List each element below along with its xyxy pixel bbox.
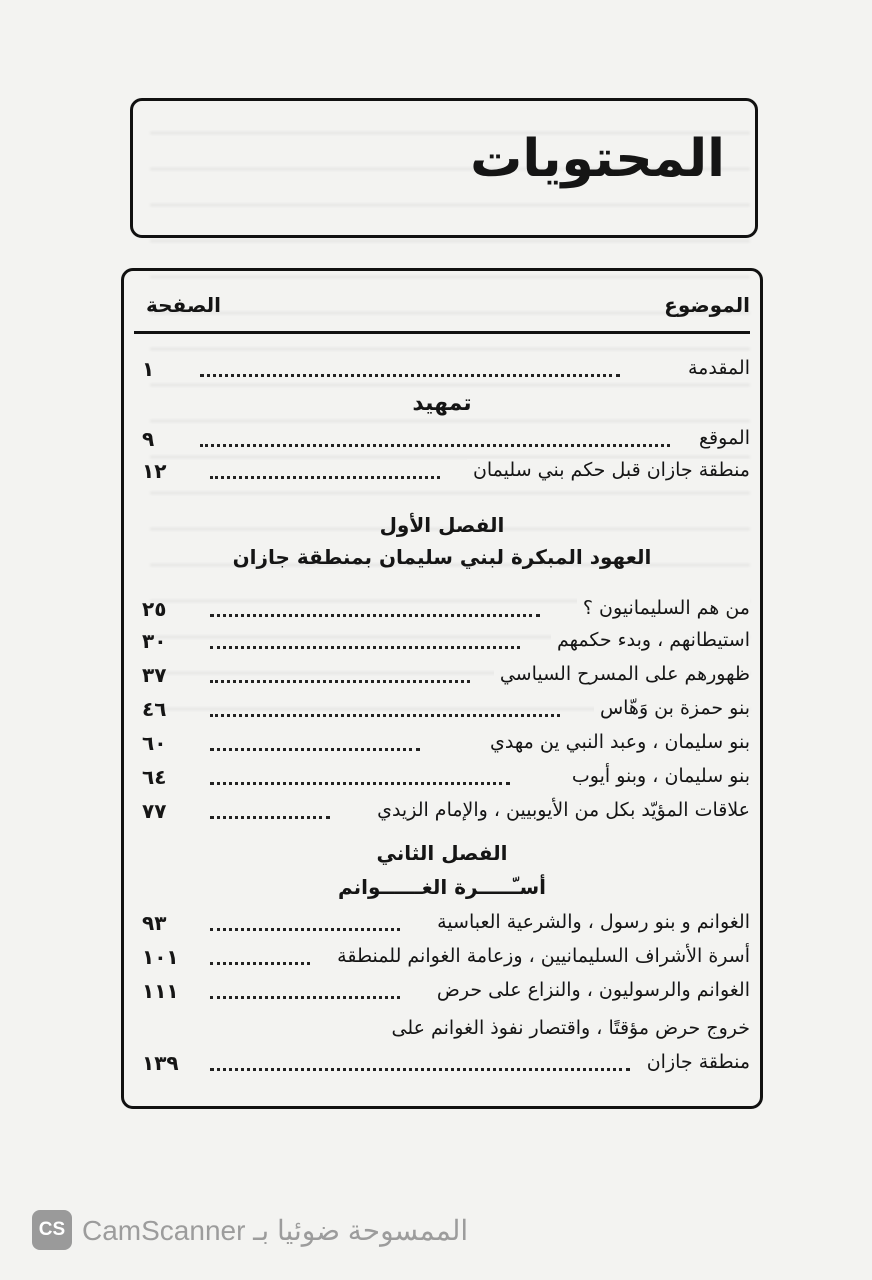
entry-page-number: ١١١ xyxy=(142,979,179,1003)
entry-title: منطقة جازان قبل حكم بني سليمان xyxy=(467,459,750,481)
entry-title: منطقة جازان xyxy=(641,1051,750,1073)
entry-page-number: ١٣٩ xyxy=(142,1051,179,1075)
toc-entry xyxy=(138,459,750,487)
entry-title: المقدمة xyxy=(682,357,750,379)
entry-page-number: ٤٦ xyxy=(142,697,167,721)
toc-entry xyxy=(138,697,750,725)
chapter-two-title: الفصل الثاني xyxy=(376,841,508,865)
toc-entry xyxy=(138,731,750,759)
title-box xyxy=(130,98,758,238)
toc-entry xyxy=(138,911,750,939)
entry-title: من هم السليمانيون ؟ xyxy=(577,597,750,619)
toc-entry xyxy=(138,945,750,973)
leader-dots xyxy=(200,374,620,377)
entry-title: ظهورهم على المسرح السياسي xyxy=(494,663,750,685)
entry-page-number: ٢٥ xyxy=(142,597,167,621)
entry-page-number: ٣٧ xyxy=(142,663,167,687)
toc-entry xyxy=(138,799,750,827)
leader-dots xyxy=(210,748,420,751)
page-title: المحتويات xyxy=(470,129,725,189)
leader-dots xyxy=(210,680,470,683)
entry-title: الموقع xyxy=(693,427,750,449)
toc-entry xyxy=(138,357,750,385)
entry-title: الغوانم و بنو رسول ، والشرعية العباسية xyxy=(431,911,750,933)
camscanner-logo-icon: CS xyxy=(32,1210,72,1250)
leader-dots xyxy=(210,996,400,999)
leader-dots xyxy=(210,614,540,617)
entry-page-number: ٦٤ xyxy=(142,765,167,789)
leader-dots xyxy=(210,782,510,785)
camscanner-text: الممسوحة ضوئيا بـ CamScanner xyxy=(82,1214,469,1246)
leader-dots xyxy=(210,714,560,717)
leader-dots xyxy=(210,928,400,931)
entry-title: علاقات المؤيّد بكل من الأيوبيين ، والإمام الزيدي xyxy=(371,799,750,821)
entry-title: استيطانهم ، وبدء حكمهم xyxy=(551,629,750,651)
toc-entry xyxy=(138,663,750,691)
entry-page-number: ٦٠ xyxy=(142,731,167,755)
chapter-one-subtitle: العهود المبكرة لبني سليمان بمنطقة جازان xyxy=(232,545,652,569)
toc-entry xyxy=(138,629,750,657)
entry-title: بنو سليمان ، وبنو أيوب xyxy=(566,765,750,787)
entry-continuation-line: خروج حرض مؤقتًا ، واقتصار نفوذ الغوانم على xyxy=(391,1017,750,1039)
table-of-contents xyxy=(121,268,763,1109)
toc-entry xyxy=(138,979,750,1007)
section-heading-tamheed: تمهيد xyxy=(412,391,472,416)
entry-title: الغوانم والرسوليون ، والنزاع على حرض xyxy=(431,979,750,1001)
entry-page-number: ١٠١ xyxy=(142,945,179,969)
entry-title: أسرة الأشراف السليمانيين ، وزعامة الغوانم للمنطقة xyxy=(331,945,750,967)
topic-column-label: الموضوع xyxy=(664,293,750,317)
camscanner-watermark xyxy=(32,1208,468,1252)
toc-entry xyxy=(138,597,750,625)
page-column-label: الصفحة xyxy=(146,293,222,317)
leader-dots xyxy=(210,476,440,479)
toc-entry xyxy=(138,427,750,455)
entry-title: بنو حمزة بن وَهّاس xyxy=(594,697,750,719)
toc-entry xyxy=(138,765,750,793)
leader-dots xyxy=(210,646,520,649)
entry-page-number: ٩ xyxy=(142,427,155,451)
toc-entry xyxy=(138,1051,750,1079)
leader-dots xyxy=(200,444,670,447)
leader-dots xyxy=(210,1068,630,1071)
entry-page-number: ١ xyxy=(142,357,155,381)
header-divider xyxy=(134,331,750,334)
leader-dots xyxy=(210,962,310,965)
leader-dots xyxy=(210,816,330,819)
entry-page-number: ١٢ xyxy=(142,459,167,483)
entry-page-number: ٧٧ xyxy=(142,799,167,823)
toc-header xyxy=(134,291,750,325)
entry-page-number: ٣٠ xyxy=(142,629,167,653)
entry-page-number: ٩٣ xyxy=(142,911,167,935)
chapter-one-title: الفصل الأول xyxy=(379,513,505,537)
chapter-two-subtitle: أسـّـــــرة الغــــــوانم xyxy=(337,875,546,899)
entry-title: بنو سليمان ، وعبد النبي ين مهدي xyxy=(484,731,750,753)
